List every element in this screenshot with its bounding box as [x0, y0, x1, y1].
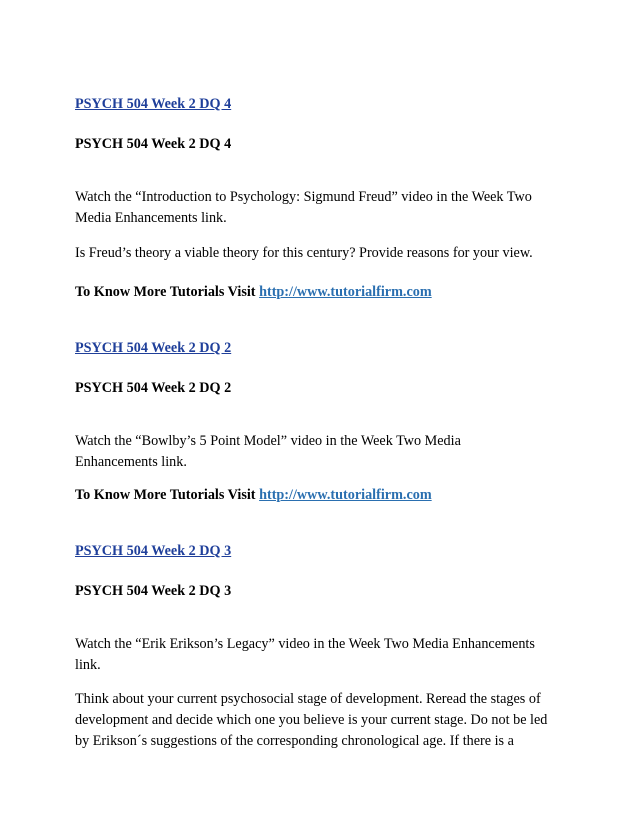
promo-line — [75, 485, 432, 506]
paragraph-line: Is Freud’s theory a viable theory for this century? Provide reasons for your view. — [75, 245, 533, 261]
promo-text: To Know More Tutorials Visit — [75, 487, 256, 503]
paragraph-line: Media Enhancements link. — [75, 210, 227, 226]
paragraph-line: Watch the “Erik Erikson’s Legacy” video in the Week Two Media Enhancements — [75, 636, 535, 652]
section-heading-dq4: PSYCH 504 Week 2 DQ 4 — [75, 136, 232, 152]
promo-text: To Know More Tutorials Visit — [75, 284, 256, 300]
paragraph-line: Watch the “Introduction to Psychology: Sigmund Freud” video in the Week Two — [75, 189, 532, 205]
paragraph-line: link. — [75, 657, 101, 673]
promo-url-link[interactable]: http://www.tutorialfirm.com — [259, 487, 432, 503]
section-heading-dq2: PSYCH 504 Week 2 DQ 2 — [75, 380, 232, 396]
paragraph-line: Think about your current psychosocial stage of development. Reread the stages of — [75, 691, 541, 707]
section-link-dq4[interactable]: PSYCH 504 Week 2 DQ 4 — [75, 96, 232, 112]
paragraph-line: development and decide which one you believe is your current stage. Do not be led — [75, 712, 548, 728]
section-heading-dq3: PSYCH 504 Week 2 DQ 3 — [75, 583, 232, 599]
promo-line — [75, 282, 432, 303]
paragraph-line: by Erikson´s suggestions of the corresponding chronological age. If there is a — [75, 733, 514, 749]
section-link-dq2[interactable]: PSYCH 504 Week 2 DQ 2 — [75, 340, 232, 356]
paragraph-line: Enhancements link. — [75, 454, 187, 470]
paragraph-line: Watch the “Bowlby’s 5 Point Model” video in the Week Two Media — [75, 433, 461, 449]
section-link-dq3[interactable]: PSYCH 504 Week 2 DQ 3 — [75, 543, 232, 559]
promo-url-link[interactable]: http://www.tutorialfirm.com — [259, 284, 432, 300]
